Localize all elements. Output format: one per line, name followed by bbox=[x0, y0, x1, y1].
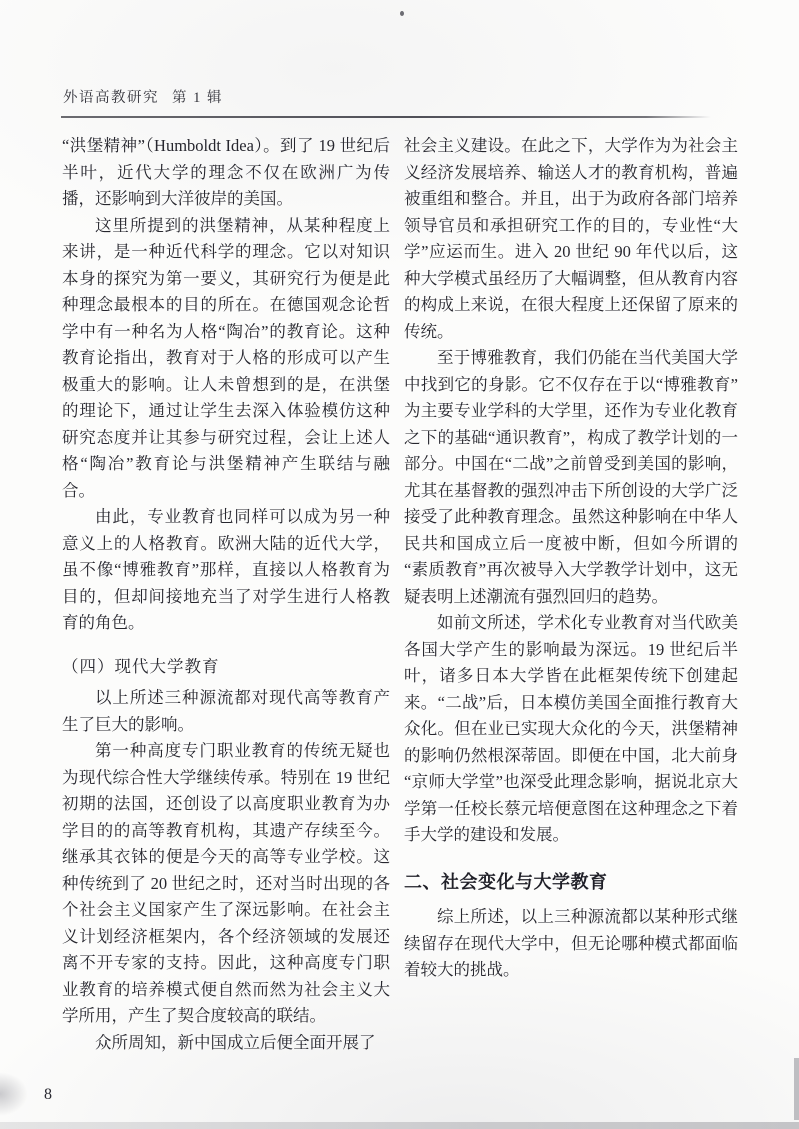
text-body bbox=[62, 133, 738, 1056]
page-number: 8 bbox=[44, 1086, 52, 1103]
paragraph: 由此，专业教育也同样可以成为另一种意义上的人格教育。欧洲大陆的近代大学，虽不像“博雅教育”那样，直接以人格教育为目的，但却间接地充当了对学生进行人格教育的角色。 bbox=[62, 507, 390, 632]
paragraph: 众所周知，新中国成立后便全面开展了 bbox=[95, 1032, 376, 1052]
journal-title: 外语高教研究 bbox=[63, 90, 159, 106]
paragraph: “洪堡精神”（Humboldt Idea）。到了 19 世纪后半叶，近代大学的理念不仅在欧洲广为传播，还影响到大洋彼岸的美国。 bbox=[62, 136, 390, 208]
scan-artifact-right-edge bbox=[794, 1058, 799, 1120]
paragraph: 第一种高度专门职业教育的传统无疑也为现代综合性大学继续传承。特别在 19 世纪初期的法国，还创设了以高度职业教育为办学目的的高等教育机构，其遗产存续至今。继承其衣钵的便是今天的高等专业学校。这种传统到了 20 世纪之时，还对当时出现的各个社会主义国家产生了深远影响。在社会主义计划经济框架内，各个经济领域的发展还离不开专家的支持。因此，这种高度专门职业教育的培养模式便自然而然为社会主义大学所用，产生了契合度较高的联结。 bbox=[62, 741, 390, 1025]
left-column bbox=[62, 133, 390, 1056]
section-heading: 二、社会变化与大学教育 bbox=[404, 871, 608, 892]
scan-artifact-top-speck bbox=[400, 11, 404, 16]
paragraph: 综上所述，以上三种源流都以某种形式继续留存在现代大学中，但无论哪种模式都面临着较大的挑战。 bbox=[404, 907, 738, 979]
running-header bbox=[63, 86, 223, 107]
paragraph: 如前文所述，学术化专业教育对当代欧美各国大学产生的影响最为深远。19 世纪后半叶，诸多日本大学皆在此框架传统下创建起来。“二战”后，日本模仿美国全面推行教育大众化。但在业已实现大众化的今天，洪堡精神的影响仍然根深蒂固。即便在中国，北大前身“京师大学堂”也深受此理念影响，据说北京大学第一任校长蔡元培便意图在这种理念之下着手大学的建设和发展。 bbox=[404, 613, 738, 844]
right-column bbox=[404, 133, 738, 1056]
subsection-heading: （四）现代大学教育 bbox=[62, 656, 220, 676]
paragraph: 以上所述三种源流都对现代高等教育产生了巨大的影响。 bbox=[62, 688, 390, 734]
issue-number: 第 1 辑 bbox=[172, 90, 223, 106]
paragraph: 社会主义建设。在此之下，大学作为为社会主义经济发展培养、输送人才的教育机构，普遍被重组和整合。并且，出于为政府各部门培养领导官员和承担研究工作的目的，专业性“大学”应运而生。进入 20 世纪 90 年代以后，这种大学模式虽经历了大幅调整，但从教育内容的构成上来说，在很大程度上还保留了原来的传统。 bbox=[404, 136, 738, 341]
paragraph: 这里所提到的洪堡精神，从某种程度上来讲，是一种近代科学的理念。它以对知识本身的探究为第一要义，其研究行为便是此种理念最根本的目的所在。在德国观念论哲学中有一种名为人格“陶冶”的教育论。这种教育论指出，教育对于人格的形成可以产生极重大的影响。让人未曾想到的是，在洪堡的理论下，通过让学生去深入体验模仿这种研究态度并让其参与研究过程，会让上述人格“陶冶”教育论与洪堡精神产生联结与融合。 bbox=[62, 215, 390, 500]
header-divider bbox=[61, 116, 711, 118]
paragraph: 至于博雅教育，我们仍能在当代美国大学中找到它的身影。它不仅存在于以“博雅教育”为主要专业学科的大学里，还作为专业化教育之下的基础“通识教育”，构成了教学计划的一部分。中国在“二战”之前曾受到美国的影响，尤其在基督教的强烈冲击下所创设的大学广泛接受了此种教育理念。虽然这种影响在中华人民共和国成立后一度被中断，但如今所谓的“素质教育”再次被导入大学教学计划中，这无疑表明上述潮流有强烈回归的趋势。 bbox=[404, 348, 738, 606]
scan-artifact-bottom-band bbox=[0, 1122, 799, 1129]
scan-artifact-bottom-left-smudge bbox=[0, 1072, 28, 1116]
